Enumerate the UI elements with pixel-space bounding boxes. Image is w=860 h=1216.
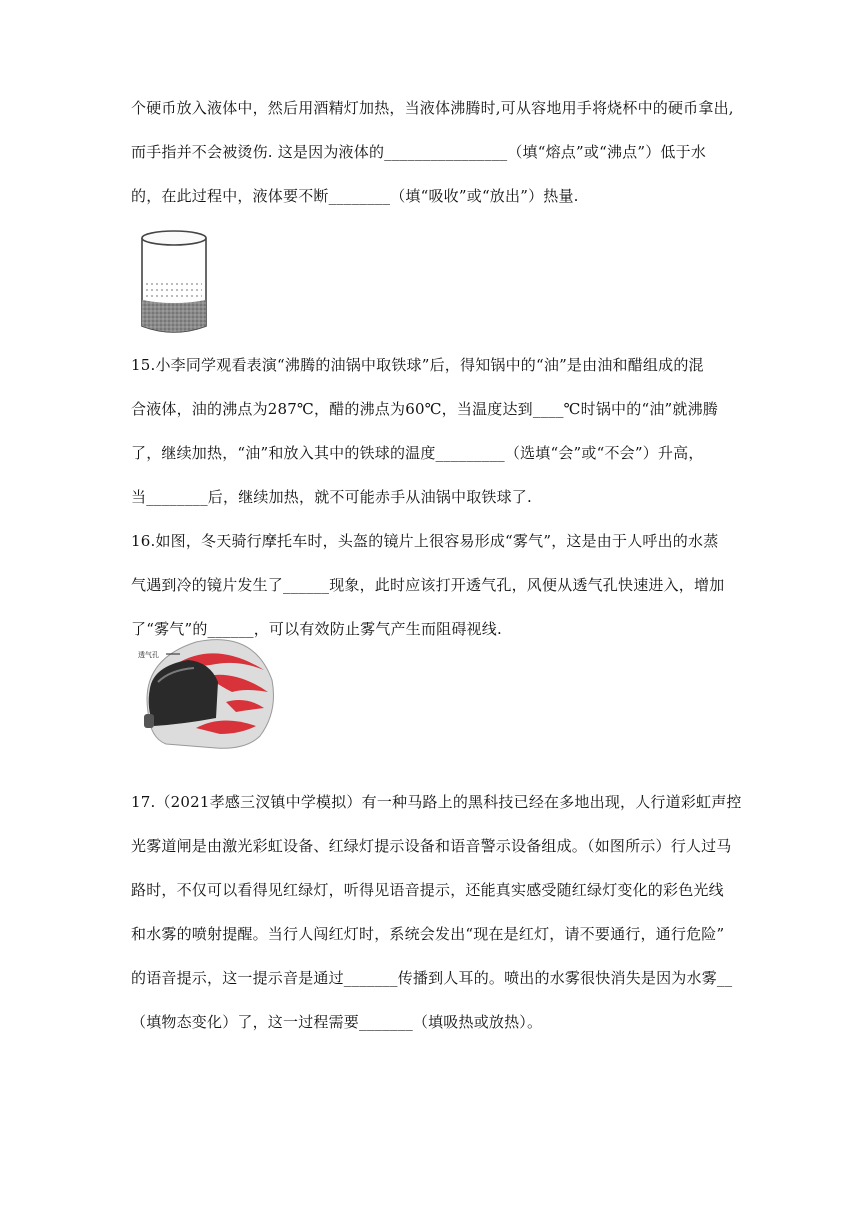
q15-text-line-3: 了，继续加热，“油”和放入其中的铁球的温度_________（选填“会”或“不会”）升高， [131,444,704,462]
q15-text-line-1: 15.小李同学观看表演“沸腾的油锅中取铁球”后，得知锅中的“油”是由油和醋组成的混 [131,356,704,374]
q17-text-line-5: 的语音提示，这一提示音是通过_______传播到人耳的。喷出的水雾很快消失是因为水雾__ [131,969,733,987]
q16-text-line-2: 气遇到冷的镜片发生了______现象，此时应该打开透气孔，风便从透气孔快速进入，增加 [131,576,725,594]
q14-text-line-3: 的，在此过程中，液体要不断________（填“吸收”或“放出”）热量. [131,187,579,205]
q17-text-line-3: 路时，不仅可以看得见红绿灯，听得见语音提示，还能真实感受随红绿灯变化的彩色光线 [131,881,724,899]
q14-text-line-1: 个硬币放入液体中，然后用酒精灯加热，当液体沸腾时,可从容地用手将烧杯中的硬币拿出, [131,99,734,117]
q17-text-line-1: 17.（2021孝感三汊镇中学模拟）有一种马路上的黑科技已经在多地出现，人行道彩虹声控 [131,793,742,811]
beaker-with-liquid-icon [136,224,212,338]
q16-text-line-3: 了“雾气”的______，可以有效防止雾气产生而阻碍视线. [131,620,502,638]
q15-text-line-2: 合液体，油的沸点为287℃，醋的沸点为60℃，当温度达到____℃时锅中的“油”就沸腾 [131,400,718,418]
q17-text-line-6: （填物态变化）了，这一过程需要_______（填吸热或放热）。 [131,1013,543,1031]
q17-text-line-2: 光雾道闸是由激光彩虹设备、红绿灯提示设备和语音警示设备组成。（如图所示）行人过马 [131,837,732,855]
vent-hole-label: 透气孔 [138,651,159,659]
motorcycle-helmet-icon [136,630,278,754]
q15-text-line-4: 当________后，继续加热，就不可能赤手从油锅中取铁球了. [131,488,532,506]
q17-text-line-4: 和水雾的喷射提醒。当行人闯红灯时，系统会发出“现在是红灯，请不要通行，通行危险” [131,925,725,943]
q16-text-line-1: 16.如图，冬天骑行摩托车时，头盔的镜片上很容易形成“雾气”，这是由于人呼出的水蒸 [131,532,719,550]
q14-text-line-2: 而手指并不会被烫伤. 这是因为液体的________________（填“熔点”或“沸点”）低于水 [131,143,707,161]
